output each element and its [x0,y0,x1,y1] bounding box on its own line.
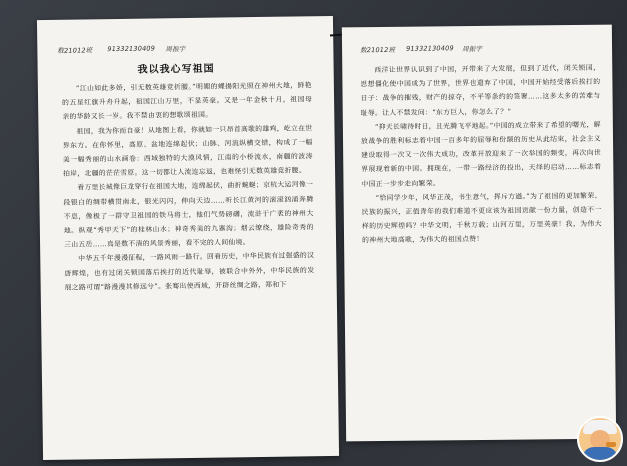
left-header-id: 91332130409 [107,44,156,54]
left-header-name: 周振宇 [165,45,186,54]
right-header-class: 数21012班 [360,45,396,55]
farmer-avatar-icon [577,416,623,462]
right-paragraph: “恰同学少年，风华正茂，书生意气，挥斥方遒。”为了祖国的更加繁荣、民族的振兴，正值青年的我们难道不更应该为祖国贡献一份力量，创造不一样的历史辉煌吗？中华文明，千秋万载；山河万里，万里英豪！我，为伟大的神州大地高歌，为伟大的祖国点赞！ [361,191,602,245]
left-body [62,78,315,295]
left-paragraph: “江山如此多娇，引无数英雄竞折腰。”明媚的蝶揚阳光照在神州大地，鲜艳的五星红旗升舟升起，祖国江山万里，不显英豪。又是一年金秋十月，祖国母亲的华龄又长一岁。我不禁由衷的想歌颂祖国。 [62,81,313,122]
right-paragraph: “抑天长啸待时日，且光腾飞平地起。”中国的成立带来了希望的曙光，解放战争的胜利标志着中国一百多年的屈辱和份额的历史从此结束，社会主义建设取得一次又一次伟大成功，改革开放迎来了一次举国的频变，再次向世界展现着新的中国。拥现在，一带一路经济的投出，天绎的启动……标志着中国正一步步走向繁荣。 [360,120,602,188]
left-header-class: 数21012班 [57,46,93,55]
right-body [360,61,602,248]
right-header-name: 周振宇 [462,44,483,54]
left-page [37,16,339,460]
right-paragraph: 西洋让世界认识到了中国，开带来了大发展，但到了近代，闭关锁国，思想僵化使中国成为了世界，世界也遗弃了中国，中国开始经受落后挨打的日子：战争的摧残，财产的掠夺，不平等条约的签署……这多太多的苦难与耻辱。让人不禁发问：“东方巨人，你怎么了？” [360,63,601,117]
left-paragraph: 看万里长城像巨龙穿行在祖国大地，连绵起伏，曲折蜿蜒；京杭大运河像一段银白的绸带横贯南北，银光闪闪，伸向天边……听长江黄河的滚滚汹涌奔腾不息，像极了一群守卫祖国的铁马将士，他们气势磅礴，流浒于广袤的神州大地。纵观“秀甲天下”的桂林山水；神奇秀美的九寨沟；烟云缭绕，雄险奇秀的三山五岳……真是数不清的风景秀丽，看不完的人间仙境。 [63,180,314,249]
left-paragraph: 祖国，我为你而自豪！从地图上看，你就如一只昂首高歌的雄鸡，屹立在世界东方。在你怀里，高原、盆地连绵起伏；山脉、河流纵横交错，构成了一幅美一幅秀丽的山水画卷：西域独特的大漠风情，江南的小桥流水，南疆的波涛拍岸，北疆的茫茫雪原。这一切都让人流连忘返，也难怪引无数英雄竞折腰。 [62,123,313,178]
left-paragraph: 中华五千年漫漫征程，一路风雨一路行。回看历史，中华民族有过强盛的汉唐辉煌，也有过闭关锁国落后挨打的近代耻辱，被联合中外外，中华民族的发展之路可谓“路漫漫其修远兮”。张骞出使西域，开辟丝绸之路，郑和下 [64,251,315,292]
essay-title: 我以我心写祖国 [137,63,215,76]
right-page [342,25,616,442]
right-header-id: 91332130409 [406,44,454,53]
